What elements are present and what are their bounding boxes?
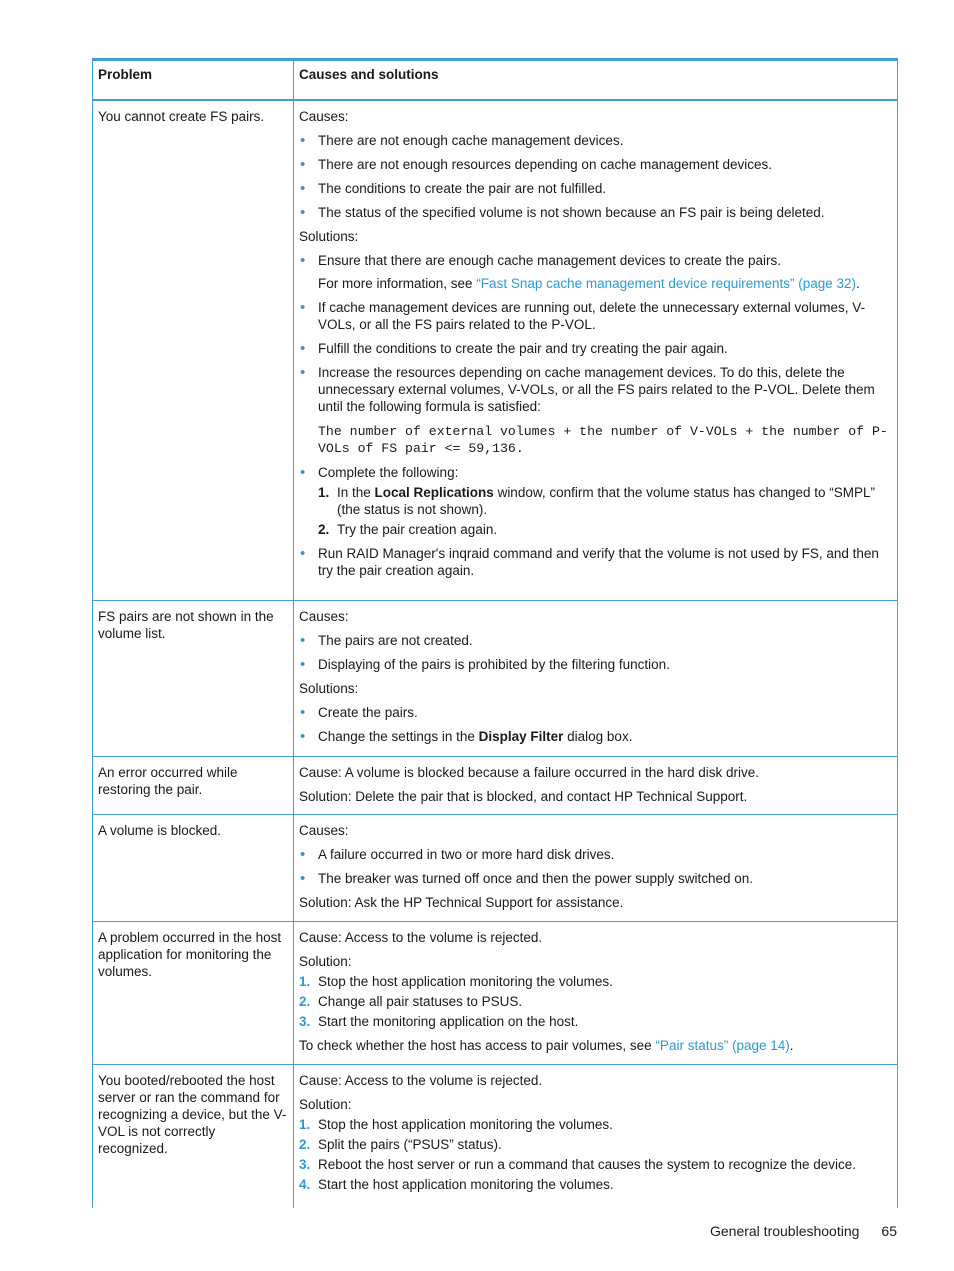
step-number: 4. [299,1176,311,1192]
causes-list [299,632,892,673]
solution-cell [294,756,898,814]
step-item [318,521,892,538]
table-row [93,600,898,756]
solution-text: Ensure that there are enough cache management devices to create the pairs. [318,253,782,268]
step-item [299,993,892,1010]
list-item: • The status of the specified volume is not shown because an FS pair is being deleted. [299,204,892,221]
solution-label: Solution: [299,953,352,969]
table-row [93,756,898,814]
problem-cell: You booted/rebooted the host server or ran the command for recognizing a device, but the V-VOL is not correctly recognized. [93,1064,294,1208]
pair-status-link[interactable]: “Pair status” (page 14) [655,1037,790,1053]
solution-prefix: Change the settings in the [318,728,479,744]
step-number: 1. [318,485,330,500]
problem-cell: You cannot create FS pairs. [93,100,294,600]
solutions-label: Solutions: [299,229,359,244]
list-item: • The pairs are not created. [299,632,892,649]
table-header-row [93,60,898,101]
step-item [299,973,892,990]
note-prefix: To check whether the host has access to pair volumes, see [299,1037,656,1053]
steps-list [299,1116,892,1193]
step-text: Reboot the host server or run a command that causes the system to recognize the device. [318,1156,857,1172]
step-number: 2. [318,522,330,537]
step-text: Stop the host application monitoring the volumes. [318,1116,613,1132]
note-suffix: . [789,1037,794,1053]
step-number: 2. [299,1136,311,1152]
cause-text: Cause: Access to the volume is rejected. [299,1072,543,1088]
cause-text: Cause: A volume is blocked because a failure occurred in the hard disk drive. [299,764,760,780]
solution-cell [294,814,898,921]
step-bold-term: Local Replications [374,485,494,500]
causes-list [299,846,892,887]
causes-label: Causes: [299,822,349,838]
more-info-prefix: For more information, see [318,276,477,291]
step-number: 3. [299,1156,311,1172]
step-text: Try the pair creation again. [337,522,498,537]
list-item [299,464,892,538]
list-item: • The breaker was turned off once and then the power supply switched on. [299,870,892,887]
causes-label: Causes: [299,109,349,124]
table-row [93,921,898,1064]
list-item: • Fulfill the conditions to create the pair and try creating the pair again. [299,340,892,357]
solution-text: Solution: Delete the pair that is blocked, and contact HP Technical Support. [299,788,748,804]
problem-cell: FS pairs are not shown in the volume list. [93,600,294,756]
step-text: Split the pairs (“PSUS” status). [318,1136,502,1152]
causes-label: Causes: [299,608,349,624]
step-item [299,1136,892,1153]
problem-cell: A volume is blocked. [93,814,294,921]
step-number: 3. [299,1013,311,1029]
table-row [93,1064,898,1208]
solution-cell [294,921,898,1064]
steps-list [318,484,892,538]
page-footer [710,1223,897,1239]
step-item [318,484,892,518]
solution-cell [294,100,898,600]
solutions-list [299,704,892,745]
list-item [299,728,892,745]
list-item: • Displaying of the pairs is prohibited by the filtering function. [299,656,892,673]
list-item: • If cache management devices are running out, delete the unnecessary external volumes, V-VOLs, or all the FS pairs related to the P-VOL. [299,299,892,333]
cache-requirements-link[interactable]: “Fast Snap cache management device requirements” (page 32) [476,276,857,291]
step-item [299,1013,892,1030]
list-item: • Run RAID Manager's inqraid command and verify that the volume is not used by FS, and then try the pair creation again. [299,545,892,579]
formula-code: The number of external volumes + the number of V-VOLs + the number of P-VOLs of FS pair <= 59,136. [318,424,888,456]
solution-cell [294,600,898,756]
list-item: • A failure occurred in two or more hard disk drives. [299,846,892,863]
display-filter-term: Display Filter [478,728,564,744]
step-number: 2. [299,993,311,1009]
more-info-suffix: . [856,276,860,291]
step-text: Change all pair statuses to PSUS. [318,993,523,1009]
solution-cell [294,1064,898,1208]
column-header-causes-solutions: Causes and solutions [294,60,898,101]
solution-text: Solution: Ask the HP Technical Support for assistance. [299,894,624,910]
list-item: • The conditions to create the pair are not fulfilled. [299,180,892,197]
step-suffix: window, confirm that the volume status has changed to “SMPL” (the status is not shown). [337,485,876,517]
step-number: 1. [299,1116,311,1132]
problem-cell: An error occurred while restoring the pair. [93,756,294,814]
causes-list [299,132,892,221]
footer-section-title: General troubleshooting [709,1223,860,1239]
solution-label: Solution: [299,1096,352,1112]
column-header-problem: Problem [93,60,294,101]
step-number: 1. [299,973,311,989]
more-info-line [318,275,892,292]
solution-text: Increase the resources depending on cache management devices. To do this, delete the unnecessary external volumes, V-VOLs, or all the FS pairs related to the P-VOL. Delete them until the following formula is satisfied: [318,365,875,414]
solutions-list [299,252,892,579]
page-number: 65 [881,1223,897,1239]
step-text: Stop the host application monitoring the volumes. [318,973,613,989]
troubleshooting-table [92,58,898,1208]
cause-text: Cause: Access to the volume is rejected. [299,929,543,945]
list-item [299,252,892,292]
step-item [299,1156,892,1173]
solutions-label: Solutions: [299,680,359,696]
steps-list [299,973,892,1030]
solution-text: Complete the following: [318,465,459,480]
list-item: • Create the pairs. [299,704,892,721]
table-row [93,814,898,921]
problem-cell: A problem occurred in the host application for monitoring the volumes. [93,921,294,1064]
troubleshooting-table-container [92,58,897,1208]
solution-suffix: dialog box. [563,728,633,744]
list-item: • There are not enough cache management devices. [299,132,892,149]
table-row [93,100,898,600]
step-item [299,1176,892,1193]
list-item: • There are not enough resources depending on cache management devices. [299,156,892,173]
step-item [299,1116,892,1133]
list-item [299,364,892,457]
step-text: Start the host application monitoring the volumes. [318,1176,614,1192]
step-text: Start the monitoring application on the host. [318,1013,579,1029]
step-prefix: In the [337,485,375,500]
pair-status-note [299,1037,892,1054]
